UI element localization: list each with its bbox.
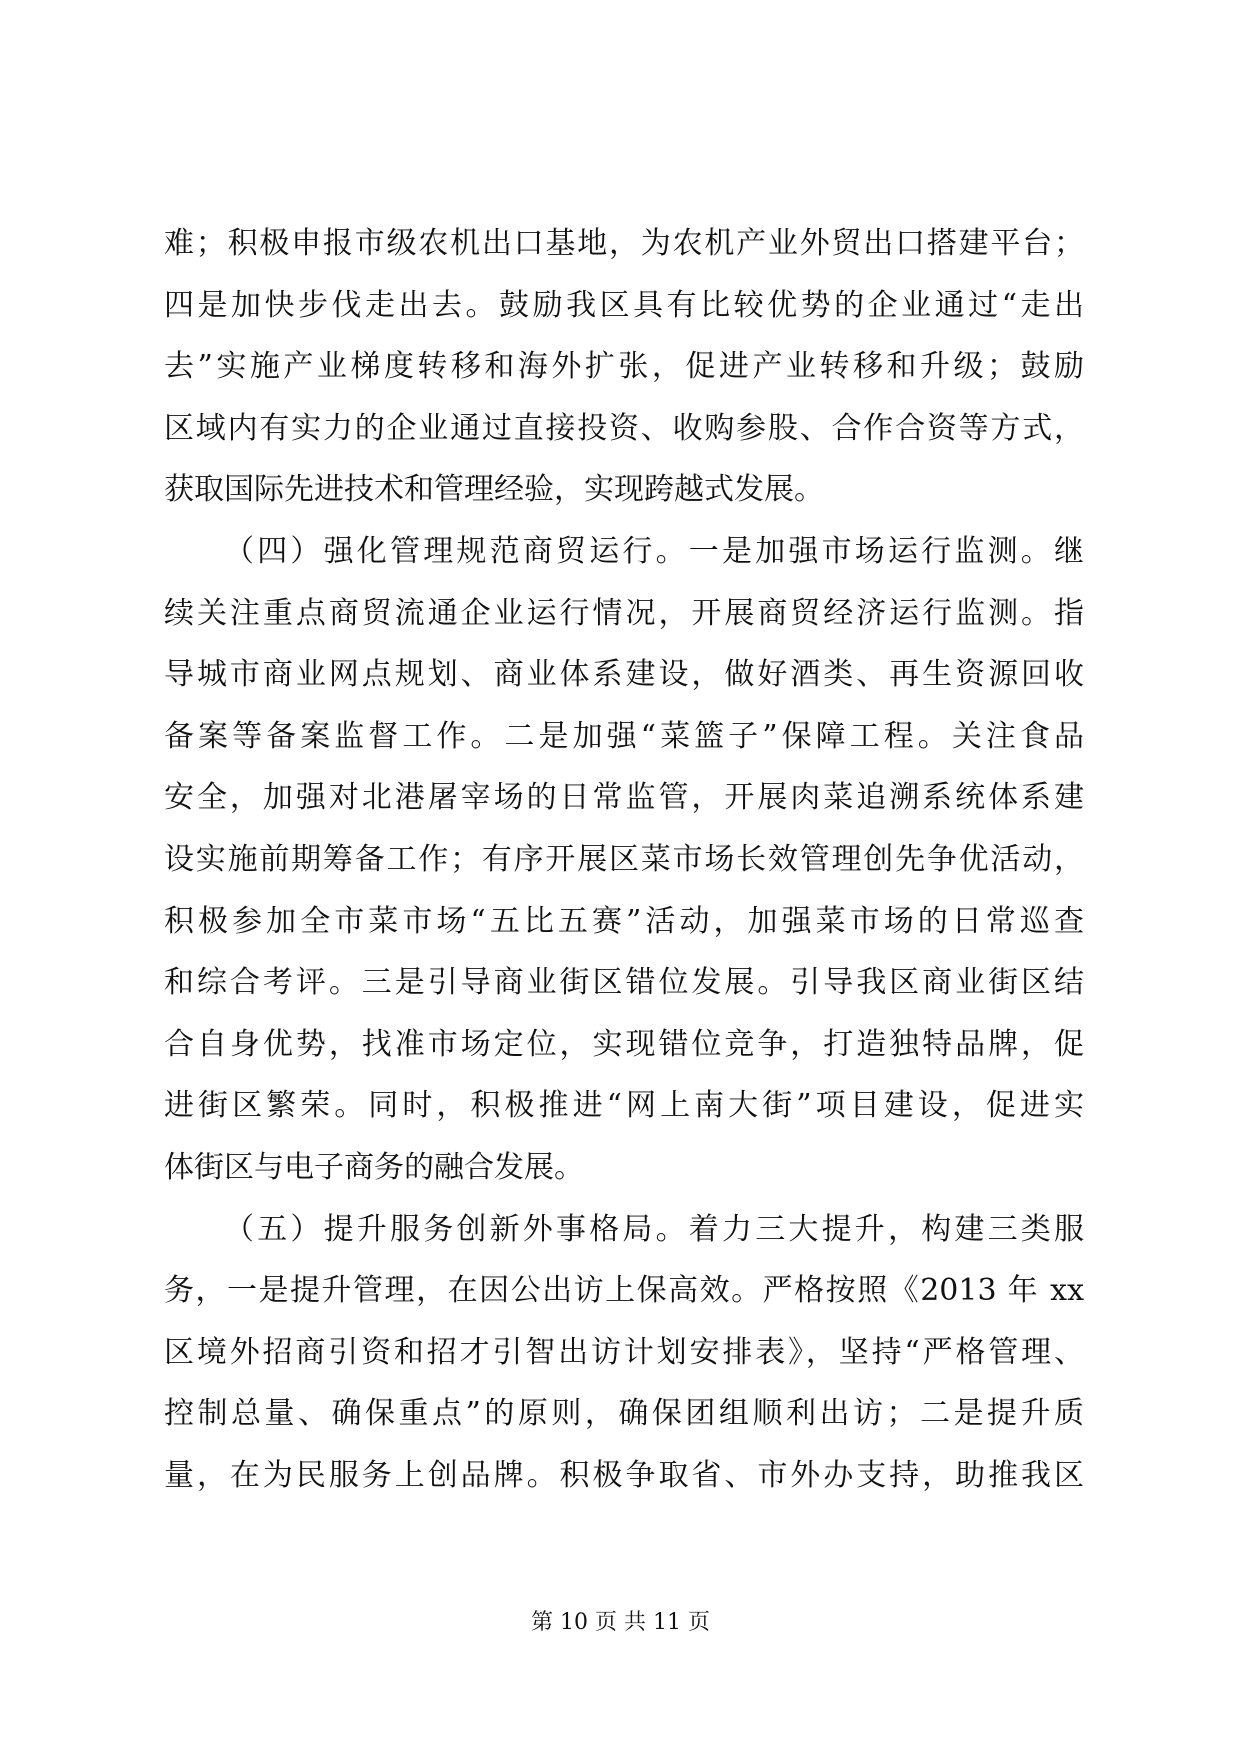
text-line: 备案等备案监督工作。二是加强“菜篮子”保障工程。关注食品 (164, 718, 1084, 754)
text-line: 务，一是提升管理，在因公出访上保高效。严格按照《2013 年 xx (164, 1273, 1084, 1309)
text-line: 体街区与电子商务的融合发展。 (164, 1149, 584, 1185)
text-line: 难；积极申报市级农机出口基地，为农机产业外贸出口搭建平台； (164, 226, 1084, 261)
text-line: 导城市商业网点规划、商业体系建设，做好酒类、再生资源回收 (164, 657, 1084, 693)
page-number-label: 第 10 页 共 11 页 (531, 1610, 710, 1635)
text-line: 积极参加全市菜市场“五比五赛”活动，加强菜市场的日常巡查 (164, 903, 1084, 939)
text-line: 去”实施产业梯度转移和海外扩张，促进产业转移和升级；鼓励 (164, 349, 1084, 385)
text-line: 量，在为民服务上创品牌。积极争取省、市外办支持，助推我区 (164, 1457, 1084, 1493)
text-line: 四是加快步伐走出去。鼓励我区具有比较优势的企业通过“走出 (164, 287, 1084, 323)
text-line: 续关注重点商贸流通企业运行情况，开展商贸经济运行监测。指 (164, 595, 1084, 631)
text-line: 合自身优势，找准市场定位，实现错位竞争，打造独特品牌，促 (164, 1026, 1084, 1062)
text-line: 安全，加强对北港屠宰场的日常监管，开展肉菜追溯系统体系建 (164, 780, 1084, 816)
text-line: 获取国际先进技术和管理经验，实现跨越式发展。 (164, 472, 824, 508)
body-text (164, 213, 1084, 1506)
text-line: 和综合考评。三是引导商业街区错位发展。引导我区商业街区结 (164, 965, 1084, 1001)
text-line: 区境外招商引资和招才引智出访计划安排表》，坚持“严格管理、 (164, 1334, 1084, 1370)
paragraph-heading-line: （五）提升服务创新外事格局。着力三大提升，构建三类服 (224, 1211, 1084, 1247)
paragraph-heading-line: （四）强化管理规范商贸运行。一是加强市场运行监测。继 (224, 533, 1084, 569)
text-line: 进街区繁荣。同时，积极推进“网上南大街”项目建设，促进实 (164, 1088, 1084, 1124)
text-line: 控制总量、确保重点”的原则，确保团组顺利出访；二是提升质 (164, 1396, 1084, 1432)
text-line: 区域内有实力的企业通过直接投资、收购参股、合作合资等方式， (164, 410, 1084, 446)
page-footer (0, 1608, 1241, 1638)
text-line: 设实施前期筹备工作；有序开展区菜市场长效管理创先争优活动， (164, 841, 1084, 877)
